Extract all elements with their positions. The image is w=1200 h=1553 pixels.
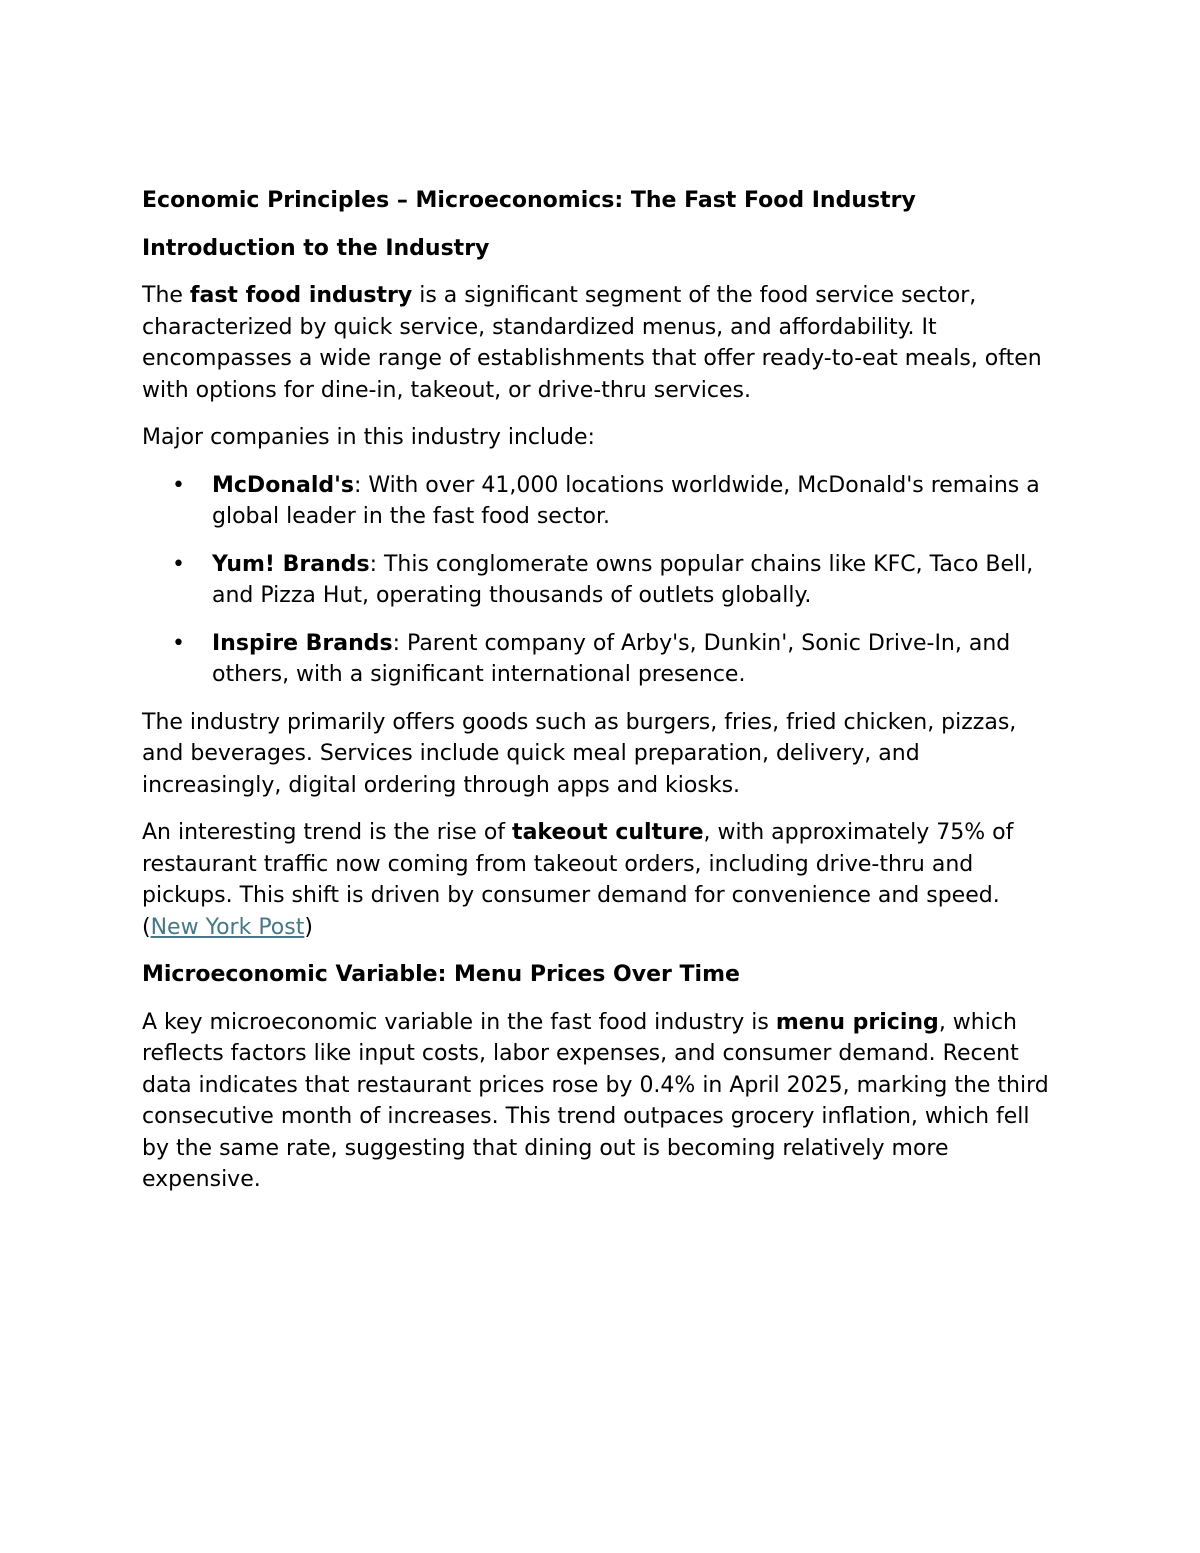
trend-bold-term: takeout culture — [512, 820, 704, 845]
list-item — [172, 549, 1062, 612]
list-item — [172, 628, 1062, 691]
list-item — [172, 470, 1062, 533]
company-description: : This conglomerate owns popular chains like KFC, Taco Bell, and Pizza Hut, operating thousands of outlets globally. — [212, 551, 1034, 608]
variable-heading: Microeconomic Variable: Menu Prices Over Time — [142, 962, 740, 987]
variable-text-end: , which reflects factors like input costs, labor expenses, and consumer demand. Recent data indicates that restaurant prices rose by 0.4% in April 2025, marking the third consecutive month of increases. This trend outpaces grocery inflation, which fell by the same rate, suggesting that dining out is becoming relatively more expensive. — [142, 1009, 1049, 1192]
bullet-icon: • — [172, 472, 185, 498]
intro-text-start: The — [142, 283, 190, 308]
trend-text-start: An interesting trend is the rise of — [142, 820, 513, 845]
document-title: Economic Principles – Microeconomics: The Fast Food Industry — [142, 188, 916, 213]
trend-close-paren: ) — [304, 914, 313, 940]
intro-heading: Introduction to the Industry — [142, 235, 490, 261]
companies-intro: Major companies in this industry include: — [142, 425, 595, 450]
bullet-icon: • — [172, 630, 185, 656]
variable-text-start: A key microeconomic variable in the fast food industry is — [142, 1009, 776, 1035]
document-page — [142, 185, 1062, 1212]
new-york-post-link[interactable]: New York Post — [150, 914, 305, 940]
trend-paragraph — [142, 817, 1062, 943]
goods-paragraph: The industry primarily offers goods such as burgers, fries, fried chicken, pizzas, and beverages. Services include quick meal preparation, delivery, and increasingly, digital ordering through apps and kiosks. — [142, 709, 1017, 798]
intro-text-end: is a significant segment of the food service sector, characterized by quick service, standardized menus, and affordability. It encompasses a wide range of establishments that offer ready-to-eat meals, often with options for dine-in, takeout, or drive-thru services. — [142, 283, 1042, 403]
company-name: McDonald's — [212, 472, 354, 498]
company-description: : With over 41,000 locations worldwide, McDonald's remains a global leader in the fast food sector. — [212, 472, 1040, 529]
variable-bold-term: menu pricing — [775, 1009, 939, 1035]
trend-text-end: , with approximately 75% of restaurant traffic now coming from takeout orders, including drive-thru and pickups. This shift is driven by consumer demand for convenience and speed. ( — [142, 820, 1014, 940]
bullet-icon: • — [172, 551, 185, 577]
company-name: Yum! Brands — [212, 551, 370, 577]
company-description: : Parent company of Arby's, Dunkin', Sonic Drive-In, and others, with a significant international presence. — [212, 630, 1011, 687]
intro-bold-term: fast food industry — [189, 283, 413, 308]
company-name: Inspire Brands — [212, 630, 393, 656]
companies-list — [142, 470, 1062, 691]
intro-paragraph — [142, 280, 1062, 406]
variable-paragraph — [142, 1007, 1062, 1196]
